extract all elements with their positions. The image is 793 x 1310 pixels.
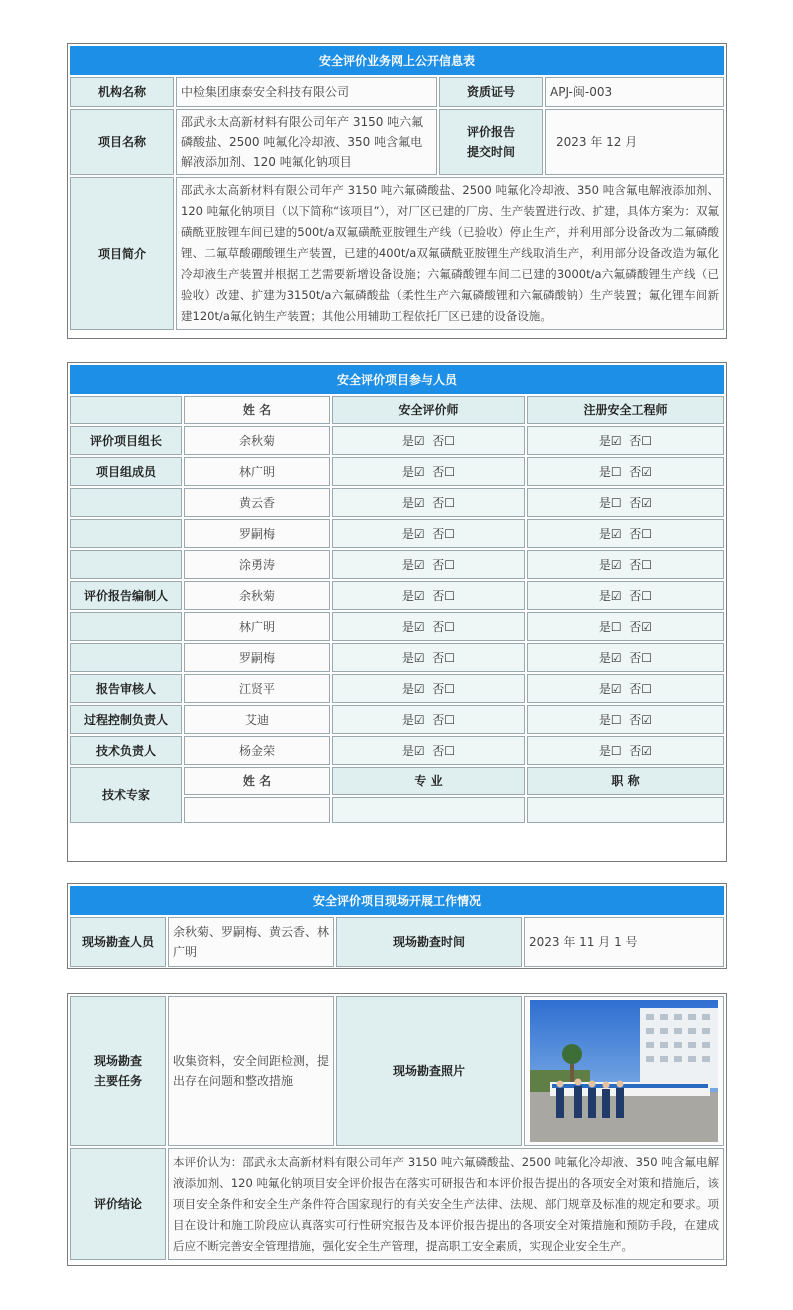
evaluator-check: 是☑ 否☐ [332, 705, 525, 734]
expert-major-cell [332, 797, 525, 823]
fieldwork-table [67, 883, 727, 969]
expert-title-cell [527, 797, 724, 823]
engineer-check: 是☑ 否☐ [527, 519, 724, 548]
personnel-role: 过程控制负责人 [70, 705, 182, 734]
evaluator-check: 是☑ 否☐ [332, 643, 525, 672]
conclusion-value: 本评价认为：邵武永太高新材料有限公司年产 3150 吨六氟磷酸盐、2500 吨氟化冷却液、350 吨含氟电解液添加剂、120 吨氟化钠项目安全评价报告在落实可研报告和本评价报告提出的各项安全对策和措施后，该项目安全条件和安全生产条件符合国家现行的有关安全生产法律、法规、部门规章及标准的规定和要求。项目在设计和施工阶段应认真落实可行性研究报告及本评价报告提出的各项安全对策措施和预防手段，在建成后应不断完善安全管理措施，强化安全生产管理，提高职工安全素质，实现企业安全生产。 [168, 1148, 724, 1260]
personnel-role: 评价报告编制人 [70, 581, 182, 610]
report-time-value: 2023 年 12 月 [545, 109, 724, 175]
expert-col-major: 专 业 [332, 767, 525, 795]
survey-time-label: 现场勘查时间 [336, 917, 522, 967]
col-engineer-header: 注册安全工程师 [527, 396, 724, 424]
report-time-label [439, 109, 543, 175]
evaluator-check: 是☑ 否☐ [332, 581, 525, 610]
col-name-header: 姓 名 [184, 396, 330, 424]
evaluator-check: 是☑ 否☐ [332, 612, 525, 641]
personnel-name: 艾迪 [184, 705, 330, 734]
evaluator-check: 是☑ 否☐ [332, 674, 525, 703]
report-time-label-line1: 评价报告 [466, 125, 515, 139]
expert-name-cell [184, 797, 330, 823]
personnel-role: 项目组成员 [70, 457, 182, 486]
expert-col-title: 职 称 [527, 767, 724, 795]
engineer-check: 是☑ 否☐ [527, 581, 724, 610]
project-label: 项目名称 [70, 109, 174, 175]
personnel-row [70, 674, 724, 703]
personnel-name: 余秋菊 [184, 581, 330, 610]
role-header-blank [70, 396, 182, 424]
personnel-name: 涂勇涛 [184, 550, 330, 579]
personnel-title: 安全评价项目参与人员 [70, 365, 724, 394]
personnel-role: 技术负责人 [70, 736, 182, 765]
personnel-role: 评价项目组长 [70, 426, 182, 455]
personnel-row [70, 426, 724, 455]
evaluator-check: 是☑ 否☐ [332, 426, 525, 455]
org-value: 中检集团康泰安全科技有限公司 [176, 77, 437, 107]
staff-value: 余秋菊、罗嗣梅、黄云香、林广明 [168, 917, 334, 967]
staff-label: 现场勘查人员 [70, 917, 166, 967]
engineer-check: 是☐ 否☑ [527, 488, 724, 517]
personnel-row [70, 519, 724, 548]
personnel-row [70, 550, 724, 579]
engineer-check: 是☐ 否☑ [527, 705, 724, 734]
personnel-table [67, 362, 727, 862]
info-title: 安全评价业务网上公开信息表 [70, 46, 724, 75]
summary-label: 项目简介 [70, 177, 174, 330]
personnel-row [70, 736, 724, 765]
survey-time-value: 2023 年 11 月 1 号 [524, 917, 724, 967]
personnel-role [70, 643, 182, 672]
engineer-check: 是☑ 否☐ [527, 643, 724, 672]
summary-value: 邵武永太高新材料有限公司年产 3150 吨六氟磷酸盐、2500 吨氟化冷却液、350 吨含氟电解液添加剂、120 吨氟化钠项目（以下简称“该项目”），对厂区已建的厂房、生产装置进行改、扩建，具体方案为：双氟磺酰亚胺锂车间已建的500t/a双氟磺酰亚胺锂生产线（已验收）停止生产，并利用部分设备改为二氟磷酸锂、二氟草酸硼酸锂生产装置，已建的400t/a双氟磺酰亚胺锂生产线取消生产，利用部分设备改造为氟化冷却液生产装置并根据工艺需要新增设备设施；六氟磷酸锂车间二已建的3000t/a六氟磷酸锂生产线（已验收）改建、扩建为3150t/a六氟磷酸盐（柔性生产六氟磷酸锂和六氟磷酸钠）生产装置；氟化锂车间新建120t/a氟化钠生产装置；其他公用辅助工程依托厂区已建的设备设施。 [176, 177, 724, 330]
personnel-role [70, 519, 182, 548]
personnel-row [70, 705, 724, 734]
evaluator-check: 是☑ 否☐ [332, 736, 525, 765]
cert-label: 资质证号 [439, 77, 543, 107]
personnel-role [70, 612, 182, 641]
personnel-name: 余秋菊 [184, 426, 330, 455]
personnel-row [70, 643, 724, 672]
task-label [70, 996, 166, 1146]
personnel-name: 罗嗣梅 [184, 643, 330, 672]
personnel-name: 黄云香 [184, 488, 330, 517]
personnel-row [70, 612, 724, 641]
task-label-line1: 现场勘查 [93, 1054, 142, 1068]
evaluator-check: 是☑ 否☐ [332, 488, 525, 517]
personnel-row [70, 581, 724, 610]
personnel-name: 林广明 [184, 457, 330, 486]
engineer-check: 是☐ 否☑ [527, 736, 724, 765]
evaluator-check: 是☑ 否☐ [332, 457, 525, 486]
task-table [67, 993, 727, 1266]
engineer-check: 是☑ 否☐ [527, 426, 724, 455]
project-value: 邵武永太高新材料有限公司年产 3150 吨六氟磷酸盐、2500 吨氟化冷却液、350 吨含氟电解液添加剂、120 吨氟化钠项目 [176, 109, 437, 175]
personnel-name: 杨金荣 [184, 736, 330, 765]
fieldwork-title: 安全评价项目现场开展工作情况 [70, 886, 724, 915]
expert-label: 技术专家 [70, 767, 182, 823]
evaluator-check: 是☑ 否☐ [332, 519, 525, 548]
expert-col-name: 姓 名 [184, 767, 330, 795]
org-label: 机构名称 [70, 77, 174, 107]
personnel-name: 林广明 [184, 612, 330, 641]
personnel-name: 罗嗣梅 [184, 519, 330, 548]
engineer-check: 是☐ 否☑ [527, 612, 724, 641]
report-time-label-line2: 提交时间 [466, 145, 515, 159]
task-label-line2: 主要任务 [93, 1074, 142, 1088]
site-photo [530, 1000, 718, 1142]
evaluator-check: 是☑ 否☐ [332, 550, 525, 579]
personnel-role [70, 488, 182, 517]
col-evaluator-header: 安全评价师 [332, 396, 525, 424]
personnel-role: 报告审核人 [70, 674, 182, 703]
engineer-check: 是☑ 否☐ [527, 674, 724, 703]
photo-cell [524, 996, 724, 1146]
personnel-row [70, 457, 724, 486]
personnel-role [70, 550, 182, 579]
personnel-row [70, 488, 724, 517]
photo-label: 现场勘查照片 [336, 996, 522, 1146]
cert-value: APJ-闽-003 [545, 77, 724, 107]
engineer-check: 是☑ 否☐ [527, 550, 724, 579]
engineer-check: 是☐ 否☑ [527, 457, 724, 486]
task-value: 收集资料，安全间距检测，提出存在问题和整改措施 [168, 996, 334, 1146]
info-table [67, 43, 727, 339]
conclusion-label: 评价结论 [70, 1148, 166, 1260]
personnel-name: 江贤平 [184, 674, 330, 703]
